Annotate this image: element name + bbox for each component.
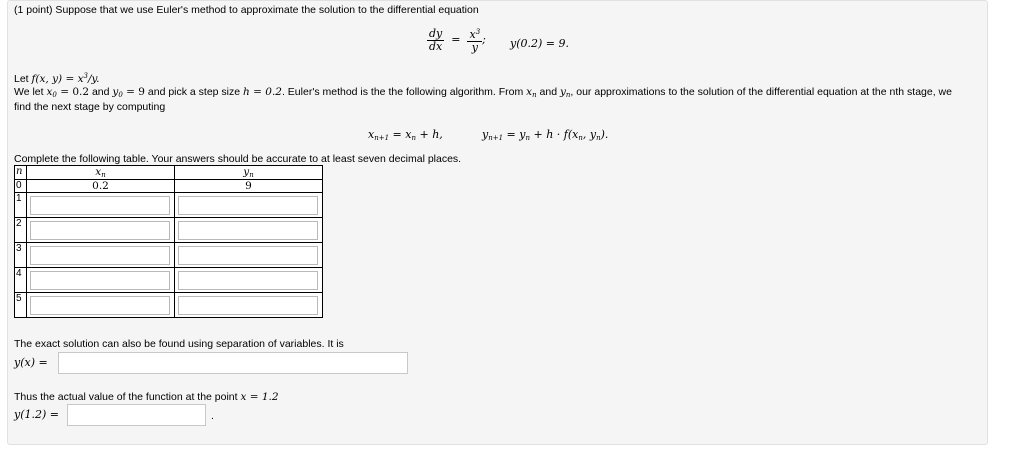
alg-y-lhs-sub: n+1 [488, 134, 504, 142]
f-exponent: 3 [83, 72, 88, 80]
row-index: 3 [15, 243, 27, 268]
intro-line-2: find the next stage by computing [14, 101, 166, 113]
x-cell [27, 243, 175, 268]
col-n-header: n [15, 166, 27, 180]
y0-value: = 9 [122, 86, 145, 98]
intro-p1: We let [14, 86, 47, 98]
x-numerator: x [469, 28, 476, 41]
intro-line-1 [14, 86, 952, 99]
x-cell [27, 268, 175, 293]
col-x-sub: n [101, 171, 106, 179]
x5-input[interactable] [30, 296, 170, 315]
yn-sub: n [565, 91, 571, 99]
y-denominator: y [471, 41, 478, 54]
table-row-4 [15, 268, 323, 293]
table-row-0 [15, 180, 323, 193]
exact-solution-input[interactable] [58, 352, 408, 374]
col-y-symbol: y [243, 166, 250, 178]
alg-y-mid2: , y [582, 128, 597, 141]
alg-y-rhs: = y [503, 128, 526, 141]
table-row-1 [15, 193, 323, 218]
x2-input[interactable] [30, 221, 170, 240]
y4-input[interactable] [178, 271, 318, 290]
alg-x-lhs-sub: n+1 [374, 134, 390, 142]
algorithm-y [482, 128, 608, 142]
dy-numerator: dy [429, 26, 443, 40]
problem-header: (1 point) Suppose that we use Euler's method to approximate the solution to the differential equation [14, 4, 479, 16]
actual-value-prefix: Thus the actual value of the function at the point [14, 391, 241, 403]
x0-sub: 0 [52, 91, 57, 99]
y-cell [175, 293, 323, 318]
xn-sub: n [532, 91, 537, 99]
x-cell [27, 293, 175, 318]
x0-symbol: x [46, 86, 53, 98]
yn-symbol: y [559, 86, 566, 98]
intro-p3: and pick a step size [144, 86, 244, 98]
x4-input[interactable] [30, 271, 170, 290]
step-size: h = 0.2 [243, 86, 282, 98]
alg-y-tail: ). [600, 128, 609, 141]
x-cell [27, 218, 175, 243]
y0-cell: 9 [175, 180, 323, 193]
let-f-line [14, 72, 99, 85]
alg-y-mid-sub: n [578, 134, 583, 142]
col-y-sub: n [249, 171, 254, 179]
algorithm-x [368, 128, 443, 142]
intro-p6: , our approximations to the solution of the differential equation at the nth stage, we [570, 86, 952, 98]
alg-x-rhs-sub: n [411, 134, 416, 142]
actual-value-input[interactable] [67, 404, 206, 426]
exact-solution-label: y(x) = [14, 356, 48, 369]
table-row-5 [15, 293, 323, 318]
col-x-header [27, 166, 175, 180]
table-header-row [15, 166, 323, 180]
y3-input[interactable] [178, 246, 318, 265]
alg-y-mid2-sub: n [596, 134, 601, 142]
y1-input[interactable] [178, 196, 318, 215]
table-instructions: Complete the following table. Your answers should be accurate to at least seven decimal places. [14, 153, 462, 165]
alg-x-tail: + h, [415, 128, 443, 141]
y0-symbol: y [112, 86, 119, 98]
y0-sub: 0 [118, 91, 123, 99]
row-index: 1 [15, 193, 27, 218]
y-cell [175, 218, 323, 243]
differential-equation: $\frac{dy}{dx}$ = $\frac{x^3}{y}$ ; [429, 26, 486, 54]
y5-input[interactable] [178, 296, 318, 315]
y-cell [175, 268, 323, 293]
table-row-2 [15, 218, 323, 243]
x3-input[interactable] [30, 246, 170, 265]
let-prefix: Let [14, 73, 32, 85]
x-exponent: 3 [475, 28, 481, 36]
actual-value-label: y(1.2) = [14, 408, 60, 421]
x0-cell: 0.2 [27, 180, 175, 193]
col-y-header [175, 166, 323, 180]
actual-value-text [14, 391, 279, 403]
trailing-period: . [211, 410, 214, 422]
f-expression: f(x, y) = x [31, 73, 84, 85]
row-index: 5 [15, 293, 27, 318]
x-cell [27, 193, 175, 218]
y-cell [175, 243, 323, 268]
alg-x-rhs: = x [389, 128, 412, 141]
evaluation-point: x = 1.2 [240, 391, 279, 403]
alg-y-mid: + h · f(x [530, 128, 579, 141]
row-index: 2 [15, 218, 27, 243]
x0-value: = 0.2 [56, 86, 90, 98]
alg-y-lhs: y [482, 128, 489, 141]
intro-p4: . Euler's method is the the following algorithm. From [281, 86, 527, 98]
alg-x-lhs: x [368, 128, 375, 141]
euler-table [14, 165, 323, 318]
x1-input[interactable] [30, 196, 170, 215]
col-x-symbol: x [95, 166, 102, 178]
xn-symbol: x [526, 86, 533, 98]
y-cell [175, 193, 323, 218]
f-tail: /y. [88, 73, 100, 85]
alg-y-rhs-sub: n [525, 134, 530, 142]
intro-p5: and [536, 86, 560, 98]
table-row-3 [15, 243, 323, 268]
exact-solution-text: The exact solution can also be found using separation of variables. It is [14, 338, 344, 350]
intro-p2: and [89, 86, 113, 98]
dx-denominator: dx [429, 39, 443, 53]
initial-condition: y(0.2) = 9. [510, 37, 569, 50]
y2-input[interactable] [178, 221, 318, 240]
row-index: 4 [15, 268, 27, 293]
row-index: 0 [15, 180, 27, 193]
